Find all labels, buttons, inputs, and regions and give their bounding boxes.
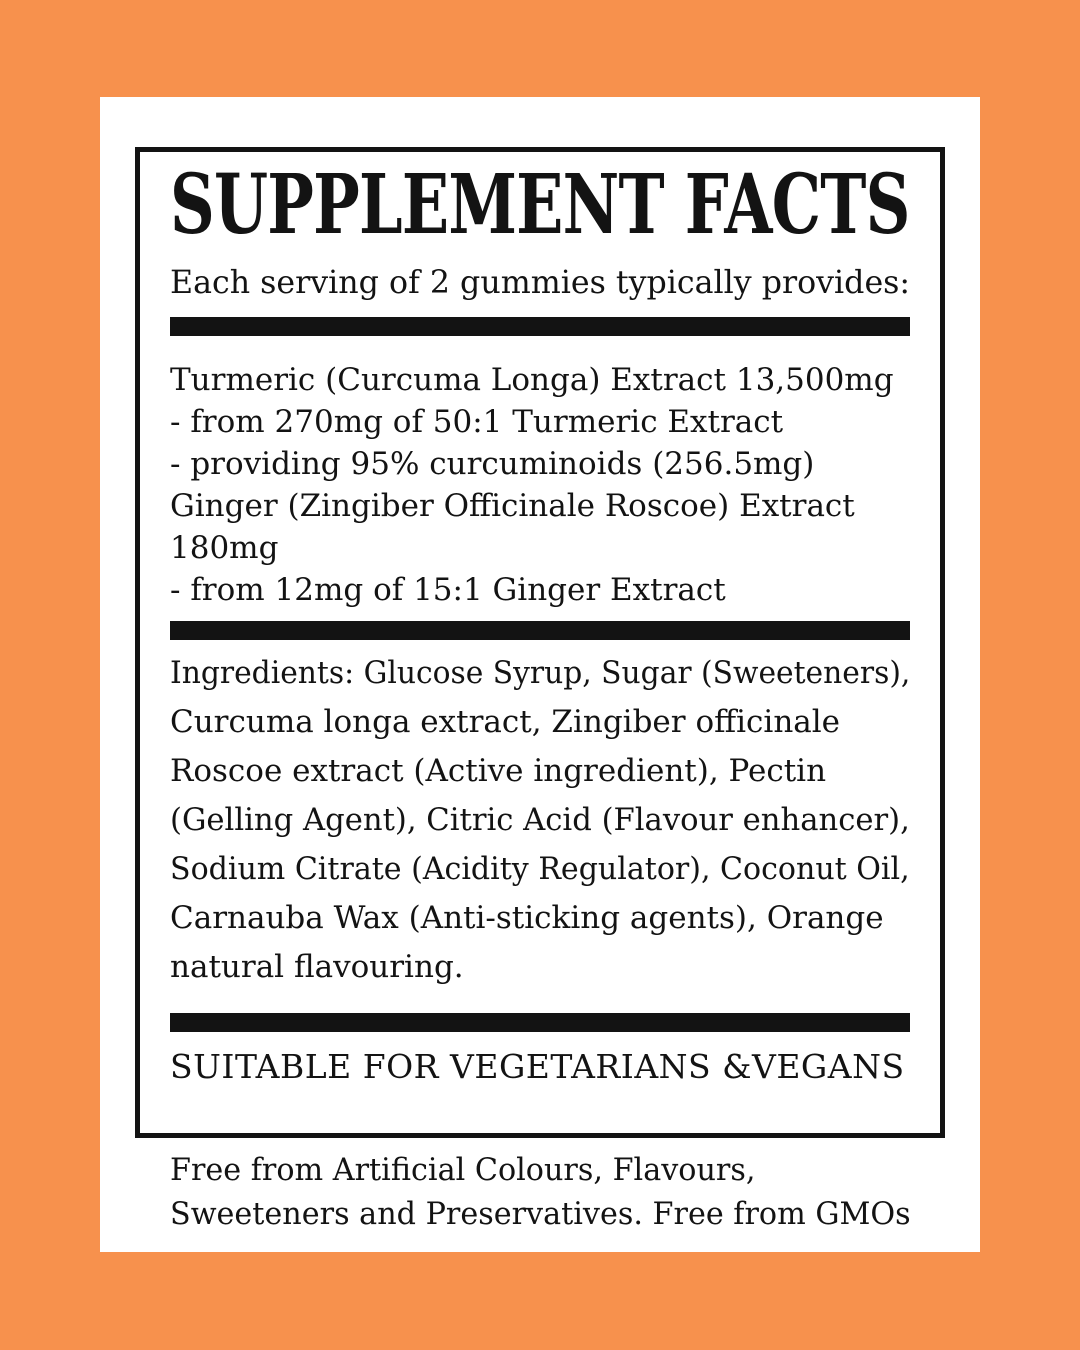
text-line: Sweeteners and Preservatives. Free from GMOs [170, 1196, 911, 1232]
label-panel [100, 97, 980, 1252]
text-line: natural flavouring. [170, 949, 464, 985]
text-line: Roscoe extract (Active ingredient), Pectin [170, 753, 827, 789]
divider-bar-middle [170, 621, 910, 640]
serving-line: Each serving of 2 gummies typically provides: [170, 263, 911, 301]
suitability-line: SUITABLE FOR VEGETARIANS &VEGANS [170, 1047, 905, 1086]
divider-bar-top [170, 317, 910, 336]
free-from-lines [170, 1148, 950, 1236]
text-line: Ingredients: Glucose Syrup, Sugar (Sweeteners), [170, 655, 911, 691]
text-line: Carnauba Wax (Anti-sticking agents), Orange [170, 900, 884, 936]
supplement-facts-title: SUPPLEMENT FACTS [170, 157, 910, 253]
supplement-facts-box [135, 147, 945, 1138]
text-line: - from 270mg of 50:1 Turmeric Extract [170, 404, 784, 440]
text-line: (Gelling Agent), Citric Acid (Flavour enhancer), [170, 802, 910, 838]
text-line: 180mg [170, 530, 279, 566]
divider-bar-bottom [170, 1013, 910, 1032]
ingredient-lines [170, 649, 910, 992]
text-line: - providing 95% curcuminoids (256.5mg) [170, 446, 815, 482]
text-line: - from 12mg of 15:1 Ginger Extract [170, 572, 726, 608]
text-line: Ginger (Zingiber Officinale Roscoe) Extract [170, 488, 855, 524]
text-line: Free from Artificial Colours, Flavours, [170, 1152, 756, 1188]
text-line: Curcuma longa extract, Zingiber officinale [170, 704, 841, 740]
text-line: Sodium Citrate (Acidity Regulator), Coconut Oil, [170, 851, 910, 887]
nutrient-lines [170, 359, 910, 611]
text-line: Turmeric (Curcuma Longa) Extract 13,500mg [170, 362, 894, 398]
